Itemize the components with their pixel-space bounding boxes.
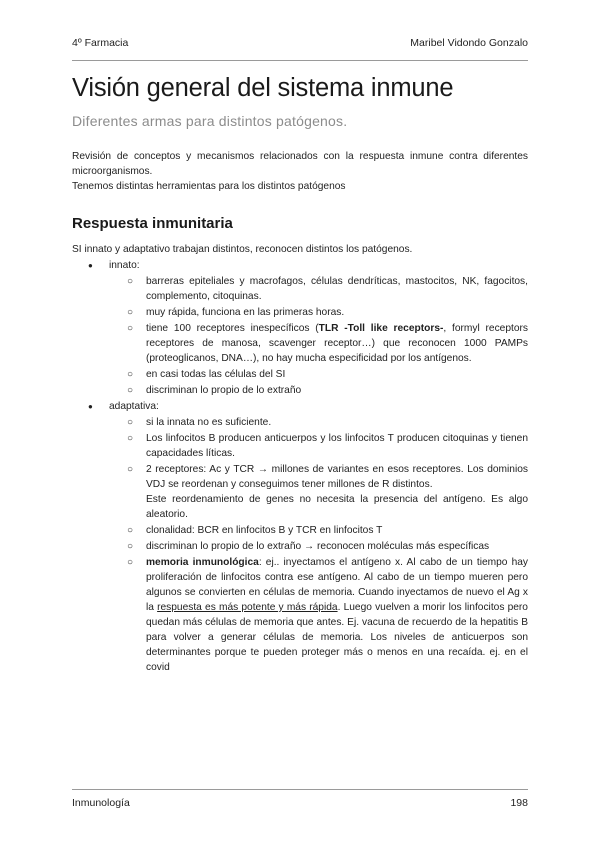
footer-subject: Inmunología <box>72 797 130 809</box>
underlined-phrase: respuesta es más potente y más rápida <box>157 602 338 613</box>
list-item-innato <box>72 258 528 273</box>
page-number: 198 <box>510 797 528 809</box>
section-heading: Respuesta inmunitaria <box>72 215 233 232</box>
circle-bullet-icon: ○ <box>127 307 134 318</box>
circle-bullet-icon: ○ <box>127 323 134 334</box>
circle-bullet-icon: ○ <box>127 464 134 475</box>
intro-line: Tenemos distintas herramientas para los distintos patógenos <box>72 181 346 192</box>
page-footer <box>72 797 528 811</box>
circle-bullet-icon: ○ <box>127 541 134 552</box>
sub-list-item: ○ en casi todas las células del SI <box>127 369 286 380</box>
sub-list-item: ○ 2 receptores: Ac y TCR → millones de variantes en esos receptores. Los dominios VDJ se reordenan y conseguimos tener millones de R distintos. Este reordenamiento de genes no necesita la presencia del antígeno. Es algo aleatorio. <box>127 464 528 520</box>
section-lead: SI innato y adaptativo trabajan distintos, reconocen distintos los patógenos. <box>72 244 413 255</box>
header-author: Maribel Vidondo Gonzalo <box>410 37 528 49</box>
sub-list-item: ○ clonalidad: BCR en linfocitos B y TCR en linfocitos T <box>127 525 383 536</box>
sub-list-item: ○ discriminan lo propio de lo extraño <box>127 385 302 396</box>
circle-bullet-icon: ○ <box>127 276 134 287</box>
bullet-icon: ● <box>88 261 93 270</box>
list-item-label: adaptativa: <box>109 401 159 412</box>
sub-list-item-note: Este reordenamiento de genes no necesita la presencia del antígeno. Es algo aleatorio. <box>146 494 528 520</box>
sub-list-item: ○ memoria inmunológica: ej.. inyectamos el antígeno x. Al cabo de un tiempo hay proliferación de linfocitos contra ese antígeno. Al cabo de un tiempo mueren pero algunos se convierten en células de memoria. Cuando inyectamos de nuevo el Ag x la respuesta es más potente y más rápida. Luego vuelven a morir los linfocitos pero quedan más células de memoria que antes. Ej. vacuna de recuerdo de la hepatitis B para volver a generar células de memoria. Los niveles de anticuerpos son determinantes porque te pueden proteger más o menos en una recaída. ej. en el covid <box>127 557 529 673</box>
circle-bullet-icon: ○ <box>127 557 134 568</box>
intro-line: Revisión de conceptos y mecanismos relacionados con la respuesta inmune contra diferentes microorganismos. <box>72 151 528 177</box>
memoria-term: memoria inmunológica <box>146 557 259 568</box>
circle-bullet-icon: ○ <box>127 417 134 428</box>
page-title: Visión general del sistema inmune <box>72 74 454 102</box>
circle-bullet-icon: ○ <box>127 369 134 380</box>
list-item-label: innato: <box>109 260 140 271</box>
circle-bullet-icon: ○ <box>127 433 134 444</box>
footer-divider <box>72 789 528 790</box>
header-divider <box>72 60 528 61</box>
circle-bullet-icon: ○ <box>127 385 134 396</box>
intro-paragraph-2 <box>72 179 528 194</box>
list-item-adaptativa <box>72 399 528 414</box>
page-subtitle: Diferentes armas para distintos patógenos. <box>72 113 348 129</box>
sub-list-item: ○ tiene 100 receptores inespecíficos (TLR -Toll like receptors-, formyl receptors receptores de manosa, scavenger receptor…) que reconocen 1000 PAMPs (proteoglicanos, DNA…), no hay mucha especificidad por los antígenos. <box>127 323 528 364</box>
sub-list-item: ○ barreras epiteliales y macrofagos, células dendríticas, mastocitos, NK, fagocitos, complemento, citoquinas. <box>127 276 528 302</box>
page-header <box>72 37 528 51</box>
header-course: 4º Farmacia <box>72 37 129 49</box>
sub-list-item: ○ discriminan lo propio de lo extraño → reconocen moléculas más específicas <box>127 541 490 552</box>
bullet-icon: ● <box>88 402 93 411</box>
sub-list-item: ○ si la innata no es suficiente. <box>127 417 272 428</box>
circle-bullet-icon: ○ <box>127 525 134 536</box>
intro-paragraph <box>72 149 528 179</box>
sub-list-item: ○ muy rápida, funciona en las primeras horas. <box>127 307 345 318</box>
immunity-list <box>72 258 528 675</box>
tlr-term: TLR -Toll like receptors- <box>318 323 444 334</box>
sub-list-item: ○ Los linfocitos B producen anticuerpos y los linfocitos T producen citoquinas y tienen capacidades líticas. <box>127 433 528 459</box>
